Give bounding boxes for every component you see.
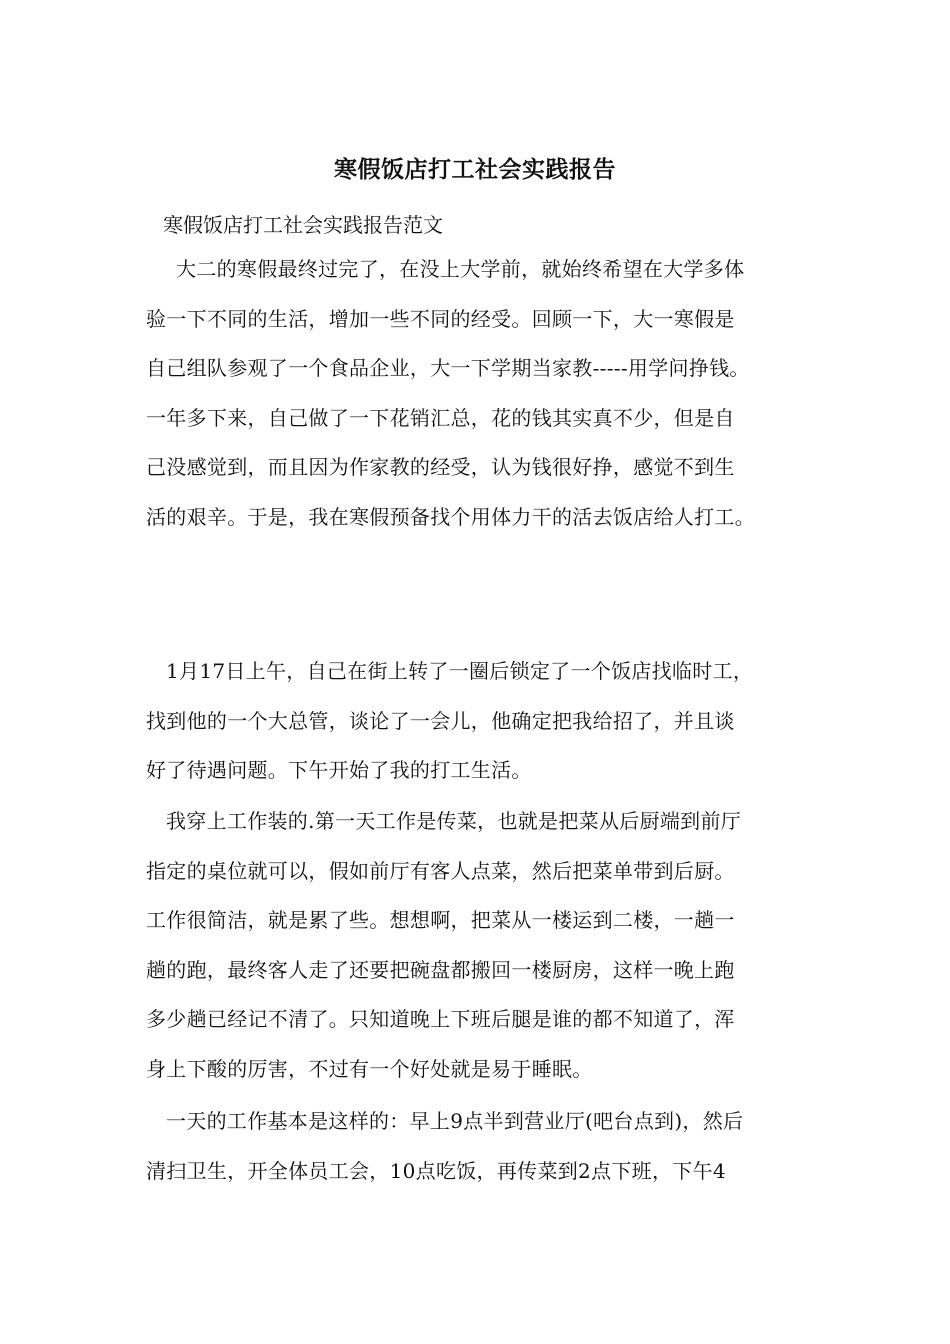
paragraph-line: 一年多下来，自己做了一下花销汇总，花的钱其实真不少，但是自	[146, 405, 735, 430]
paragraph-line: 趟的跑，最终客人走了还要把碗盘都搬回一楼厨房，这样一晚上跑	[146, 957, 735, 982]
document-subtitle: 寒假饭店打工社会实践报告范文	[163, 213, 443, 237]
paragraph-line: 一天的工作基本是这样的：早上9点半到营业厅(吧台点到)，然后	[166, 1109, 744, 1133]
paragraph-line: 1月17日上午，自己在街上转了一圈后锁定了一个饭店找临时工，	[166, 659, 754, 683]
paragraph-line: 活的艰辛。于是，我在寒假预备找个用体力干的活去饭店给人打工。	[146, 504, 755, 529]
paragraph-4	[146, 1097, 826, 1196]
paragraph-line: 身上下酸的厉害，不过有一个好处就是易于睡眠。	[146, 1056, 593, 1081]
paragraph-2	[146, 647, 826, 796]
paragraph-line: 多少趟已经记不清了。只知道晚上下班后腿是谁的都不知道了，浑	[146, 1007, 735, 1031]
document-title: 寒假饭店打工社会实践报告	[334, 156, 616, 183]
paragraph-line: 找到他的一个大总管，谈论了一会儿，他确定把我给招了，并且谈	[146, 708, 735, 733]
paragraph-line: 己没感觉到，而且因为作家教的经受，认为钱很好挣，感觉不到生	[146, 455, 735, 479]
paragraph-line: 我穿上工作装的.第一天工作是传菜，也就是把菜从后厨端到前厅	[166, 809, 742, 833]
paragraph-line: 好了待遇问题。下午开始了我的打工生活。	[146, 758, 532, 782]
paragraph-line: 清扫卫生，开全体员工会，10点吃饭，再传菜到2点下班，下午4	[146, 1158, 726, 1183]
paragraph-line: 大二的寒假最终过完了，在没上大学前，就始终希望在大学多体	[176, 257, 745, 281]
paragraph-line: 验一下不同的生活，增加一些不同的经受。回顾一下，大一寒假是	[146, 306, 735, 331]
paragraph-line: 工作很简洁，就是累了些。想想啊，把菜从一楼运到二楼，一趟一	[146, 908, 735, 932]
paragraph-3	[146, 797, 826, 1094]
paragraph-line: 自己组队参观了一个食品企业，大一下学期当家教-----用学问挣钱。	[146, 356, 750, 380]
paragraph-line: 指定的桌位就可以，假如前厅有客人点菜，然后把菜单带到后厨。	[146, 858, 735, 883]
paragraph-1	[146, 245, 826, 542]
